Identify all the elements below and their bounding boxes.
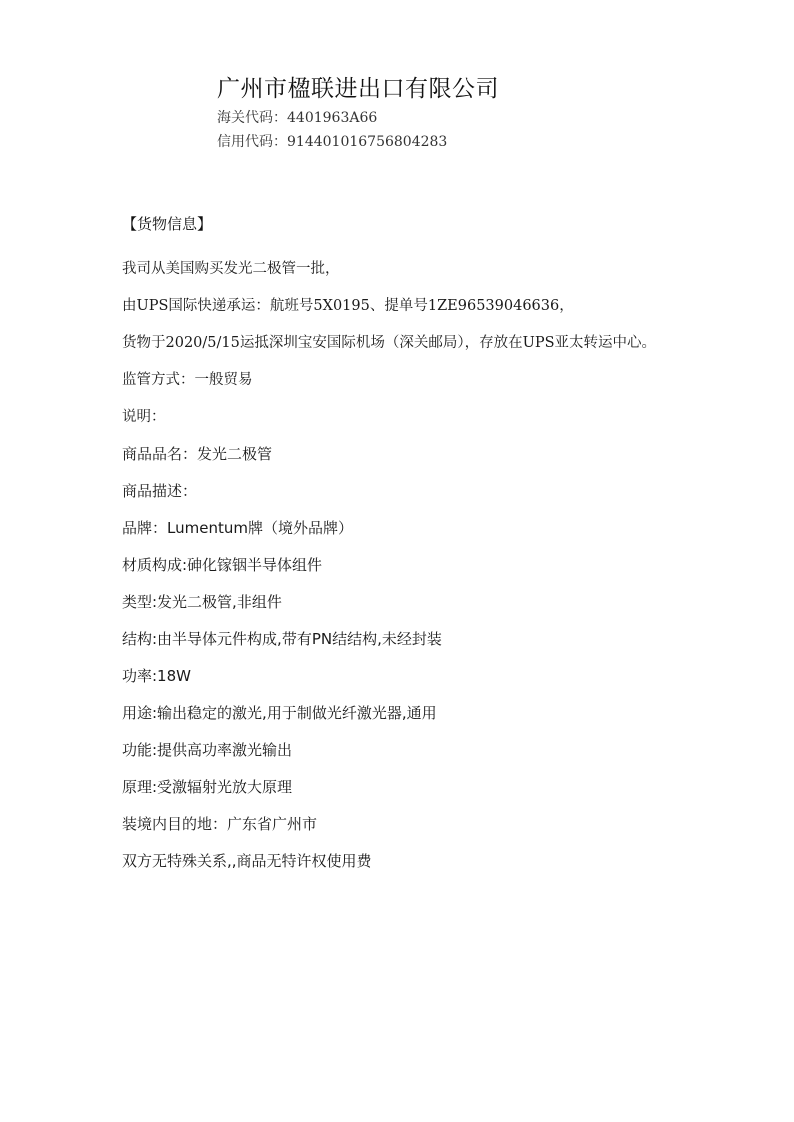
company-name: 广州市楹联进出口有限公司 [217,76,499,102]
customs-code-value: 4401963A66 [287,110,378,126]
brand-line: 品牌：Lumentum牌（境外品牌） [122,519,353,537]
product-description-label: 商品描述： [122,482,198,500]
supervision-mode-line: 监管方式：一般贸易 [122,372,253,388]
notes-label: 说明： [122,409,166,425]
structure-line: 结构:由半导体元件构成,带有PN结结构,未经封装 [122,630,442,648]
section-title: 【货物信息】 [122,215,213,233]
usage-line: 用途:输出稳定的激光,用于制做光纤激光器,通用 [122,704,437,722]
cargo-info-body [122,257,762,886]
credit-code-value: 914401016756804283 [287,134,448,150]
power-line: 功率:18W [122,667,191,685]
material-line: 材质构成:砷化镓铟半导体组件 [122,556,323,574]
credit-code-line [217,130,737,154]
carrier-line: 由UPS国际快递承运：航班号5X0195、提单号1ZE96539046636， [122,298,574,314]
product-name-line: 商品品名：发光二极管 [122,445,273,463]
relationship-line: 双方无特殊关系,,商品无特许权使用费 [122,852,372,870]
principle-line: 原理:受激辐射光放大原理 [122,778,293,796]
function-line: 功能:提供高功率激光输出 [122,741,293,759]
type-line: 类型:发光二极管,非组件 [122,593,282,611]
customs-code-line [217,106,737,130]
destination-line: 装境内目的地：广东省广州市 [122,815,318,833]
company-header [217,72,737,154]
purchase-line: 我司从美国购买发光二极管一批， [122,261,340,277]
credit-code-label: 信用代码： [217,134,287,150]
customs-code-label: 海关代码： [217,110,287,126]
arrival-line: 货物于2020/5/15运抵深圳宝安国际机场（深关邮局），存放在UPS亚太转运中心。 [122,335,657,351]
